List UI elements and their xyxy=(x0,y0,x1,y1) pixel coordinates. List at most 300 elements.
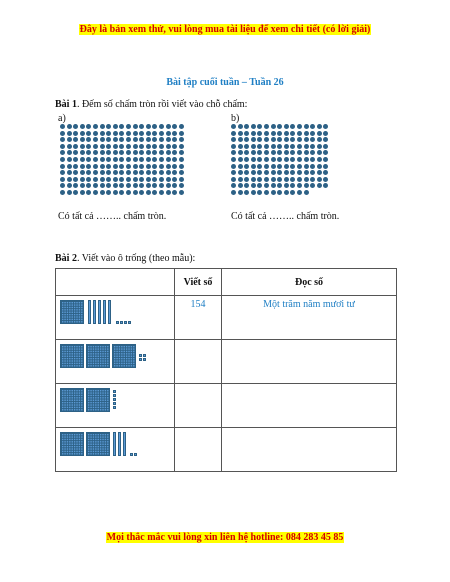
dot xyxy=(146,177,151,182)
dot xyxy=(244,190,249,195)
dot xyxy=(100,177,105,182)
dot xyxy=(323,177,328,182)
dot xyxy=(257,177,262,182)
dot xyxy=(297,124,302,129)
dot xyxy=(172,144,177,149)
dot xyxy=(317,170,322,175)
dot xyxy=(166,131,171,136)
base-ten-blocks xyxy=(56,428,174,468)
base-ten-blocks xyxy=(56,296,174,336)
dot xyxy=(238,157,243,162)
dot xyxy=(67,144,72,149)
dot xyxy=(73,137,78,142)
dot xyxy=(244,164,249,169)
dot xyxy=(172,183,177,188)
dot xyxy=(257,144,262,149)
dot xyxy=(93,144,98,149)
dot xyxy=(257,170,262,175)
viet-so-cell[interactable] xyxy=(175,340,222,384)
dot xyxy=(277,177,282,182)
dot xyxy=(113,124,118,129)
dot xyxy=(257,164,262,169)
dot xyxy=(304,177,309,182)
dot xyxy=(152,150,157,155)
dot xyxy=(323,183,328,188)
doc-so-cell[interactable] xyxy=(222,384,397,428)
dot xyxy=(60,144,65,149)
dot xyxy=(244,124,249,129)
exercise-2-text: . Viết vào ô trống (theo mẫu): xyxy=(76,253,196,264)
dot xyxy=(172,131,177,136)
dot xyxy=(264,144,269,149)
dot xyxy=(159,190,164,195)
dot xyxy=(172,157,177,162)
place-value-table xyxy=(55,268,397,472)
dot xyxy=(244,183,249,188)
dot xyxy=(67,137,72,142)
table-row xyxy=(56,296,397,340)
dot xyxy=(251,177,256,182)
blocks-cell xyxy=(56,384,175,428)
dot xyxy=(277,124,282,129)
dot xyxy=(290,177,295,182)
dot xyxy=(80,157,85,162)
dot xyxy=(244,144,249,149)
dot xyxy=(106,144,111,149)
dot xyxy=(67,157,72,162)
dot xyxy=(238,170,243,175)
dot xyxy=(86,177,91,182)
preview-banner xyxy=(0,24,450,35)
dot xyxy=(86,170,91,175)
dot xyxy=(73,177,78,182)
dot xyxy=(113,137,118,142)
viet-so-cell[interactable] xyxy=(175,428,222,472)
dot xyxy=(106,170,111,175)
dot xyxy=(251,144,256,149)
dot xyxy=(106,131,111,136)
dot xyxy=(172,177,177,182)
dot xyxy=(310,124,315,129)
dot xyxy=(257,150,262,155)
dot xyxy=(80,177,85,182)
dot xyxy=(264,164,269,169)
dot xyxy=(113,190,118,195)
dot-grid-b xyxy=(231,124,336,194)
dot xyxy=(80,190,85,195)
dot xyxy=(251,164,256,169)
dot xyxy=(73,144,78,149)
dot xyxy=(297,131,302,136)
dot xyxy=(271,131,276,136)
dot xyxy=(106,124,111,129)
dot xyxy=(284,190,289,195)
dot xyxy=(152,170,157,175)
dot xyxy=(60,157,65,162)
dot xyxy=(284,137,289,142)
dot xyxy=(60,177,65,182)
dot xyxy=(60,190,65,195)
dot xyxy=(133,183,138,188)
dot xyxy=(133,124,138,129)
dot xyxy=(290,164,295,169)
dot xyxy=(80,144,85,149)
dot xyxy=(67,150,72,155)
dot xyxy=(146,144,151,149)
dot xyxy=(67,183,72,188)
dot xyxy=(244,150,249,155)
dot xyxy=(277,190,282,195)
exercise-1-text: . Đếm số chấm tròn rồi viết vào chỗ chấm: xyxy=(76,99,248,110)
dot xyxy=(93,137,98,142)
dot xyxy=(271,177,276,182)
dot xyxy=(166,177,171,182)
dot xyxy=(231,177,236,182)
dot xyxy=(297,183,302,188)
dot xyxy=(100,157,105,162)
dot xyxy=(257,124,262,129)
dot xyxy=(93,164,98,169)
dot xyxy=(323,164,328,169)
dot xyxy=(159,144,164,149)
dot xyxy=(93,183,98,188)
dot xyxy=(126,150,131,155)
dot xyxy=(284,124,289,129)
dot xyxy=(113,177,118,182)
dot xyxy=(126,137,131,142)
dot xyxy=(73,131,78,136)
dot xyxy=(290,131,295,136)
dot xyxy=(80,150,85,155)
dot xyxy=(271,170,276,175)
page-title: Bài tập cuối tuần – Tuần 26 xyxy=(166,77,284,88)
dot xyxy=(290,183,295,188)
dot xyxy=(284,183,289,188)
dot xyxy=(60,150,65,155)
dot xyxy=(139,164,144,169)
dot xyxy=(139,150,144,155)
dot xyxy=(146,124,151,129)
dot xyxy=(93,131,98,136)
dot xyxy=(86,150,91,155)
viet-so-cell[interactable] xyxy=(175,384,222,428)
dot xyxy=(323,157,328,162)
dot xyxy=(179,170,184,175)
dot xyxy=(297,157,302,162)
dot xyxy=(264,124,269,129)
exercise-1-label: Bài 1 xyxy=(55,99,77,110)
dot xyxy=(310,177,315,182)
dot xyxy=(264,183,269,188)
dot xyxy=(100,131,105,136)
dot xyxy=(304,150,309,155)
dot xyxy=(106,150,111,155)
dot xyxy=(166,183,171,188)
dot xyxy=(133,177,138,182)
dot xyxy=(133,131,138,136)
dot xyxy=(244,177,249,182)
dot xyxy=(297,170,302,175)
dot xyxy=(257,131,262,136)
exercise-2-label: Bài 2 xyxy=(55,253,77,264)
dot xyxy=(264,157,269,162)
dot xyxy=(106,137,111,142)
dot xyxy=(139,170,144,175)
dot xyxy=(119,177,124,182)
dot xyxy=(277,137,282,142)
dot xyxy=(133,190,138,195)
dot xyxy=(166,164,171,169)
dot xyxy=(257,183,262,188)
dot xyxy=(119,190,124,195)
table-row xyxy=(56,428,397,472)
dot xyxy=(100,190,105,195)
dot xyxy=(93,157,98,162)
dot xyxy=(166,144,171,149)
dot xyxy=(93,190,98,195)
answer-a-line: Có tất cả …….. chấm tròn. xyxy=(58,211,167,222)
dot xyxy=(304,183,309,188)
dot xyxy=(277,131,282,136)
table-row xyxy=(56,384,397,428)
dot xyxy=(264,177,269,182)
dot xyxy=(152,190,157,195)
exercise-2-instruction xyxy=(55,253,195,264)
dot xyxy=(284,170,289,175)
dot xyxy=(100,164,105,169)
dot xyxy=(113,170,118,175)
dot xyxy=(317,177,322,182)
dot xyxy=(179,183,184,188)
dot xyxy=(113,131,118,136)
dot xyxy=(67,164,72,169)
dot xyxy=(159,157,164,162)
dot xyxy=(317,164,322,169)
dot xyxy=(264,190,269,195)
hotline-banner xyxy=(0,532,450,543)
dot xyxy=(251,137,256,142)
dot xyxy=(251,183,256,188)
dot xyxy=(106,157,111,162)
answer-b-line: Có tất cả …….. chấm tròn. xyxy=(231,211,340,222)
table-header-row xyxy=(56,269,397,296)
dot xyxy=(231,183,236,188)
dot xyxy=(146,183,151,188)
dot xyxy=(277,170,282,175)
blocks-cell xyxy=(56,296,175,340)
dot xyxy=(113,157,118,162)
dot xyxy=(231,131,236,136)
dot xyxy=(277,183,282,188)
dot xyxy=(159,131,164,136)
dot xyxy=(231,124,236,129)
dot xyxy=(146,170,151,175)
dot xyxy=(290,137,295,142)
dot xyxy=(139,124,144,129)
dot xyxy=(297,144,302,149)
dot xyxy=(152,137,157,142)
dot xyxy=(251,157,256,162)
dot xyxy=(113,150,118,155)
dot xyxy=(106,183,111,188)
dot xyxy=(284,177,289,182)
dot xyxy=(179,177,184,182)
dot xyxy=(179,190,184,195)
dot xyxy=(73,183,78,188)
dot xyxy=(231,164,236,169)
dot xyxy=(310,170,315,175)
dot xyxy=(126,170,131,175)
dot xyxy=(100,170,105,175)
doc-so-cell[interactable] xyxy=(222,340,397,384)
base-ten-blocks xyxy=(56,340,174,380)
dot xyxy=(251,190,256,195)
dot xyxy=(310,131,315,136)
dot xyxy=(251,170,256,175)
dot xyxy=(166,157,171,162)
dot xyxy=(80,170,85,175)
dot xyxy=(100,137,105,142)
dot xyxy=(277,150,282,155)
dot xyxy=(152,131,157,136)
dot xyxy=(86,183,91,188)
dot xyxy=(60,164,65,169)
dot xyxy=(231,157,236,162)
preview-banner-text: Đây là bản xem thử, vui lòng mua tài liệu để xem chi tiết (có lời giải) xyxy=(79,24,371,35)
dot xyxy=(159,164,164,169)
dot xyxy=(113,164,118,169)
dot xyxy=(304,124,309,129)
dot xyxy=(323,144,328,149)
dot xyxy=(323,137,328,142)
dot xyxy=(304,164,309,169)
dot xyxy=(159,137,164,142)
dot xyxy=(60,170,65,175)
dot xyxy=(166,150,171,155)
dot xyxy=(271,157,276,162)
dot xyxy=(238,144,243,149)
dot xyxy=(119,157,124,162)
dot xyxy=(166,190,171,195)
dot xyxy=(277,144,282,149)
dot xyxy=(231,144,236,149)
dot xyxy=(119,170,124,175)
dot xyxy=(238,150,243,155)
dot xyxy=(271,137,276,142)
dot xyxy=(271,124,276,129)
dot xyxy=(67,131,72,136)
blocks-cell xyxy=(56,428,175,472)
header-viet-so: Viết số xyxy=(175,269,222,296)
dot xyxy=(290,170,295,175)
dot xyxy=(73,164,78,169)
dot xyxy=(304,157,309,162)
dot xyxy=(297,177,302,182)
dot xyxy=(290,190,295,195)
dot xyxy=(179,150,184,155)
dot xyxy=(146,157,151,162)
dot xyxy=(310,183,315,188)
dot xyxy=(277,157,282,162)
dot xyxy=(264,150,269,155)
dot xyxy=(80,137,85,142)
hotline-banner-text: Mọi thắc mắc vui lòng xin liên hệ hotline: 084 283 45 85 xyxy=(106,532,344,543)
dot xyxy=(126,177,131,182)
dot xyxy=(100,144,105,149)
dot xyxy=(86,157,91,162)
doc-so-cell: Một trăm năm mươi tư xyxy=(222,296,397,340)
dot xyxy=(244,170,249,175)
dot xyxy=(166,124,171,129)
dot xyxy=(284,131,289,136)
dot xyxy=(304,137,309,142)
dot xyxy=(133,144,138,149)
dot xyxy=(60,124,65,129)
dot xyxy=(67,124,72,129)
dot xyxy=(271,150,276,155)
dot xyxy=(119,144,124,149)
dot xyxy=(86,190,91,195)
dot xyxy=(93,170,98,175)
dot xyxy=(238,183,243,188)
exercise-1-instruction xyxy=(55,99,247,110)
dot xyxy=(172,164,177,169)
doc-so-cell[interactable] xyxy=(222,428,397,472)
dot xyxy=(257,137,262,142)
dot xyxy=(146,164,151,169)
dot xyxy=(251,150,256,155)
dot xyxy=(80,131,85,136)
dot xyxy=(133,150,138,155)
dot xyxy=(80,124,85,129)
part-b-label: b) xyxy=(231,113,240,124)
dot xyxy=(60,131,65,136)
dot xyxy=(310,137,315,142)
header-picture xyxy=(56,269,175,296)
dot xyxy=(277,164,282,169)
dot xyxy=(290,150,295,155)
dot xyxy=(172,190,177,195)
dot xyxy=(238,131,243,136)
dot xyxy=(100,150,105,155)
dot xyxy=(166,137,171,142)
dot xyxy=(86,144,91,149)
base-ten-blocks xyxy=(56,384,174,424)
dot xyxy=(152,164,157,169)
dot xyxy=(304,144,309,149)
dot xyxy=(133,157,138,162)
dot xyxy=(238,177,243,182)
dot xyxy=(179,131,184,136)
dot xyxy=(67,170,72,175)
dot xyxy=(119,183,124,188)
dot xyxy=(93,124,98,129)
dot xyxy=(126,157,131,162)
dot xyxy=(106,164,111,169)
dot xyxy=(231,150,236,155)
table-row xyxy=(56,340,397,384)
dot xyxy=(231,190,236,195)
dot xyxy=(304,131,309,136)
dot xyxy=(284,150,289,155)
dot xyxy=(304,170,309,175)
dot xyxy=(264,170,269,175)
dot xyxy=(80,183,85,188)
dot xyxy=(100,183,105,188)
dot xyxy=(106,190,111,195)
dot xyxy=(73,124,78,129)
dot xyxy=(271,183,276,188)
